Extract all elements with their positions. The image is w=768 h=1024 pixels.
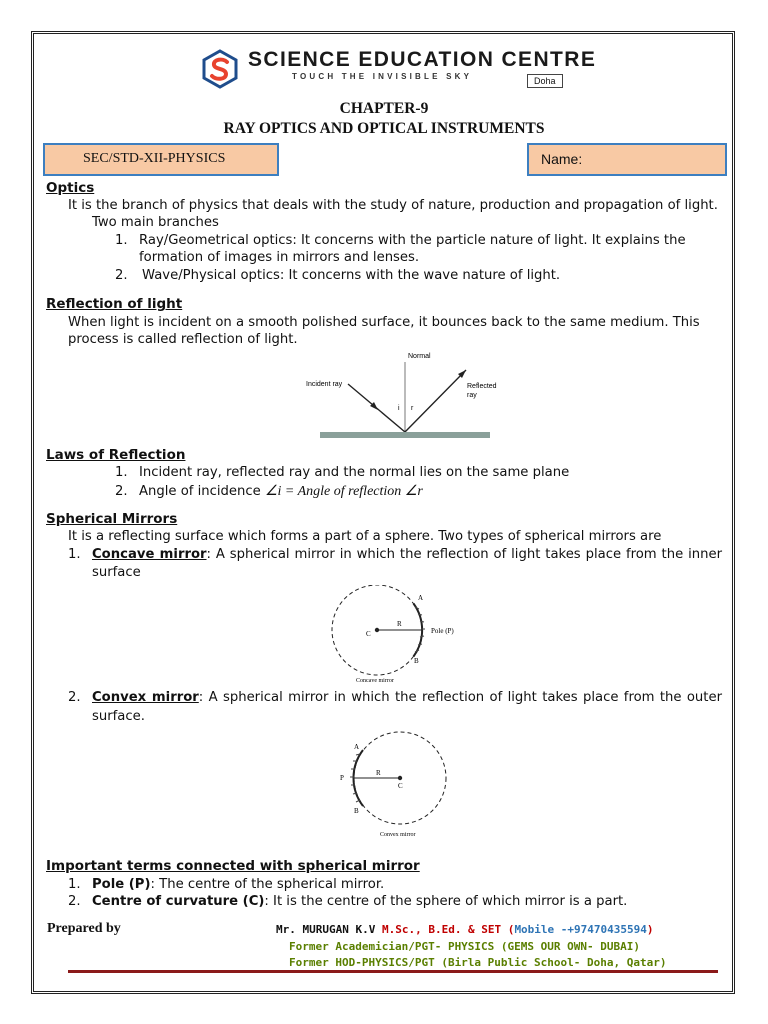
concave-definition [92, 546, 722, 563]
law-one: Incident ray, reflected ray and the normal lies on the same plane [139, 465, 570, 480]
optics-definition: It is the branch of physics that deals with the study of nature, production and propagation of light. [68, 198, 718, 213]
angle-r-label: r [411, 405, 414, 412]
author-former-role-2: Former HOD-PHYSICS/PGT (Birla Public School- Doha, Qatar) [289, 956, 667, 969]
list-number: 2. [115, 484, 128, 499]
term-centre-name: Centre of curvature (C) [92, 894, 265, 909]
footer-rule [68, 970, 718, 973]
branch-ray-optics-cont: formation of images in mirrors and lenses. [139, 250, 420, 265]
convex-text: : A spherical mirror in which the reflection of light takes place from the outer [198, 690, 722, 705]
laws-heading: Laws of Reflection [46, 447, 186, 463]
branches-intro: Two main branches [92, 215, 219, 230]
label-b: B [354, 807, 359, 815]
law-two-text: Angle of incidence [139, 484, 265, 499]
list-number: 2. [115, 268, 128, 283]
author-line [276, 923, 654, 936]
centre-dot [398, 776, 402, 780]
concave-caption: Concave mirror [356, 678, 394, 684]
reflection-diagram [290, 348, 500, 442]
term-pole-text: : The centre of the spherical mirror. [150, 877, 385, 892]
name-label: Name: [541, 151, 583, 167]
label-p: P [340, 774, 344, 782]
class-label-box [43, 143, 279, 176]
branch-wave-optics: Wave/Physical optics: It concerns with the wave nature of light. [142, 268, 561, 283]
spherical-heading: Spherical Mirrors [46, 511, 178, 527]
convex-definition [92, 689, 722, 706]
brand-name: SCIENCE EDUCATION CENTRE [248, 48, 597, 71]
convex-mirror-diagram [332, 730, 452, 840]
incident-label: Incident ray [306, 381, 343, 388]
branch-ray-optics: Ray/Geometrical optics: It concerns with the particle nature of light. It explains the [139, 233, 686, 248]
convex-caption: Convex mirror [380, 832, 416, 838]
list-number: 2. [68, 894, 81, 909]
label-a: A [354, 743, 360, 751]
paren-close: ) [646, 923, 654, 936]
optics-heading: Optics [46, 180, 95, 196]
author-former-role-1: Former Academician/PGT- PHYSICS (GEMS OUR OWN- DUBAI) [289, 940, 640, 953]
list-number: 2. [68, 690, 81, 705]
chapter-title: RAY OPTICS AND OPTICAL INSTRUMENTS [223, 120, 545, 137]
spherical-intro: It is a reflecting surface which forms a part of a sphere. Two types of spherical mirrors are [68, 529, 662, 544]
term-centre [92, 893, 627, 910]
angle-i-label: i [398, 405, 400, 412]
convex-term: Convex mirror [92, 690, 199, 705]
label-c: C [398, 782, 403, 790]
concave-definition-cont: surface [92, 565, 141, 580]
normal-label: Normal [408, 353, 431, 360]
location-badge: Doha [527, 74, 563, 88]
list-number: 1. [115, 465, 128, 480]
chapter-number: CHAPTER-9 [339, 100, 429, 117]
concave-term: Concave mirror [92, 547, 207, 562]
list-number: 1. [68, 547, 81, 562]
paren-open: ( [501, 923, 515, 936]
author-name: Mr. MURUGAN K.V [276, 923, 376, 936]
reflection-def-line1: When light is incident on a smooth polished surface, it bounces back to the same medium. This [68, 315, 700, 330]
class-label: SEC/STD-XII-PHYSICS [83, 151, 226, 166]
prepared-by-label: Prepared by [47, 921, 121, 936]
reflection-def-line2: process is called reflection of light. [68, 332, 298, 347]
label-a: A [418, 594, 424, 602]
name-field[interactable] [527, 143, 727, 176]
concave-text: : A spherical mirror in which the reflection of light takes place from the inner [206, 547, 722, 562]
author-mobile: Mobile -+97470435594 [514, 923, 647, 936]
concave-mirror-diagram [322, 585, 472, 685]
label-b: B [414, 657, 419, 665]
brand-tagline: TOUCH THE INVISIBLE SKY [292, 72, 473, 81]
term-centre-text: : It is the centre of the sphere of which mirror is a part. [264, 894, 628, 909]
mirror-surface [320, 432, 490, 438]
label-r: R [397, 620, 402, 628]
label-pole: Pole (P) [431, 627, 454, 635]
law-two [139, 483, 423, 500]
term-pole [92, 876, 384, 893]
list-number: 1. [115, 233, 128, 248]
reflected-label-2: ray [467, 392, 477, 399]
reflected-label: Reflected [467, 383, 497, 390]
law-two-math: ∠i = Angle of reflection ∠r [264, 484, 423, 499]
label-c: C [366, 630, 371, 638]
term-pole-name: Pole (P) [92, 877, 151, 892]
centre-dot [375, 628, 379, 632]
list-number: 1. [68, 877, 81, 892]
reflection-heading: Reflection of light [46, 296, 183, 312]
author-qualifications: M.Sc., B.Ed. & SET [381, 923, 502, 936]
label-r: R [376, 769, 381, 777]
reflected-ray [405, 370, 466, 432]
sec-logo-icon [201, 49, 239, 89]
convex-definition-cont: surface. [92, 709, 145, 724]
terms-heading: Important terms connected with spherical mirror [46, 858, 420, 874]
